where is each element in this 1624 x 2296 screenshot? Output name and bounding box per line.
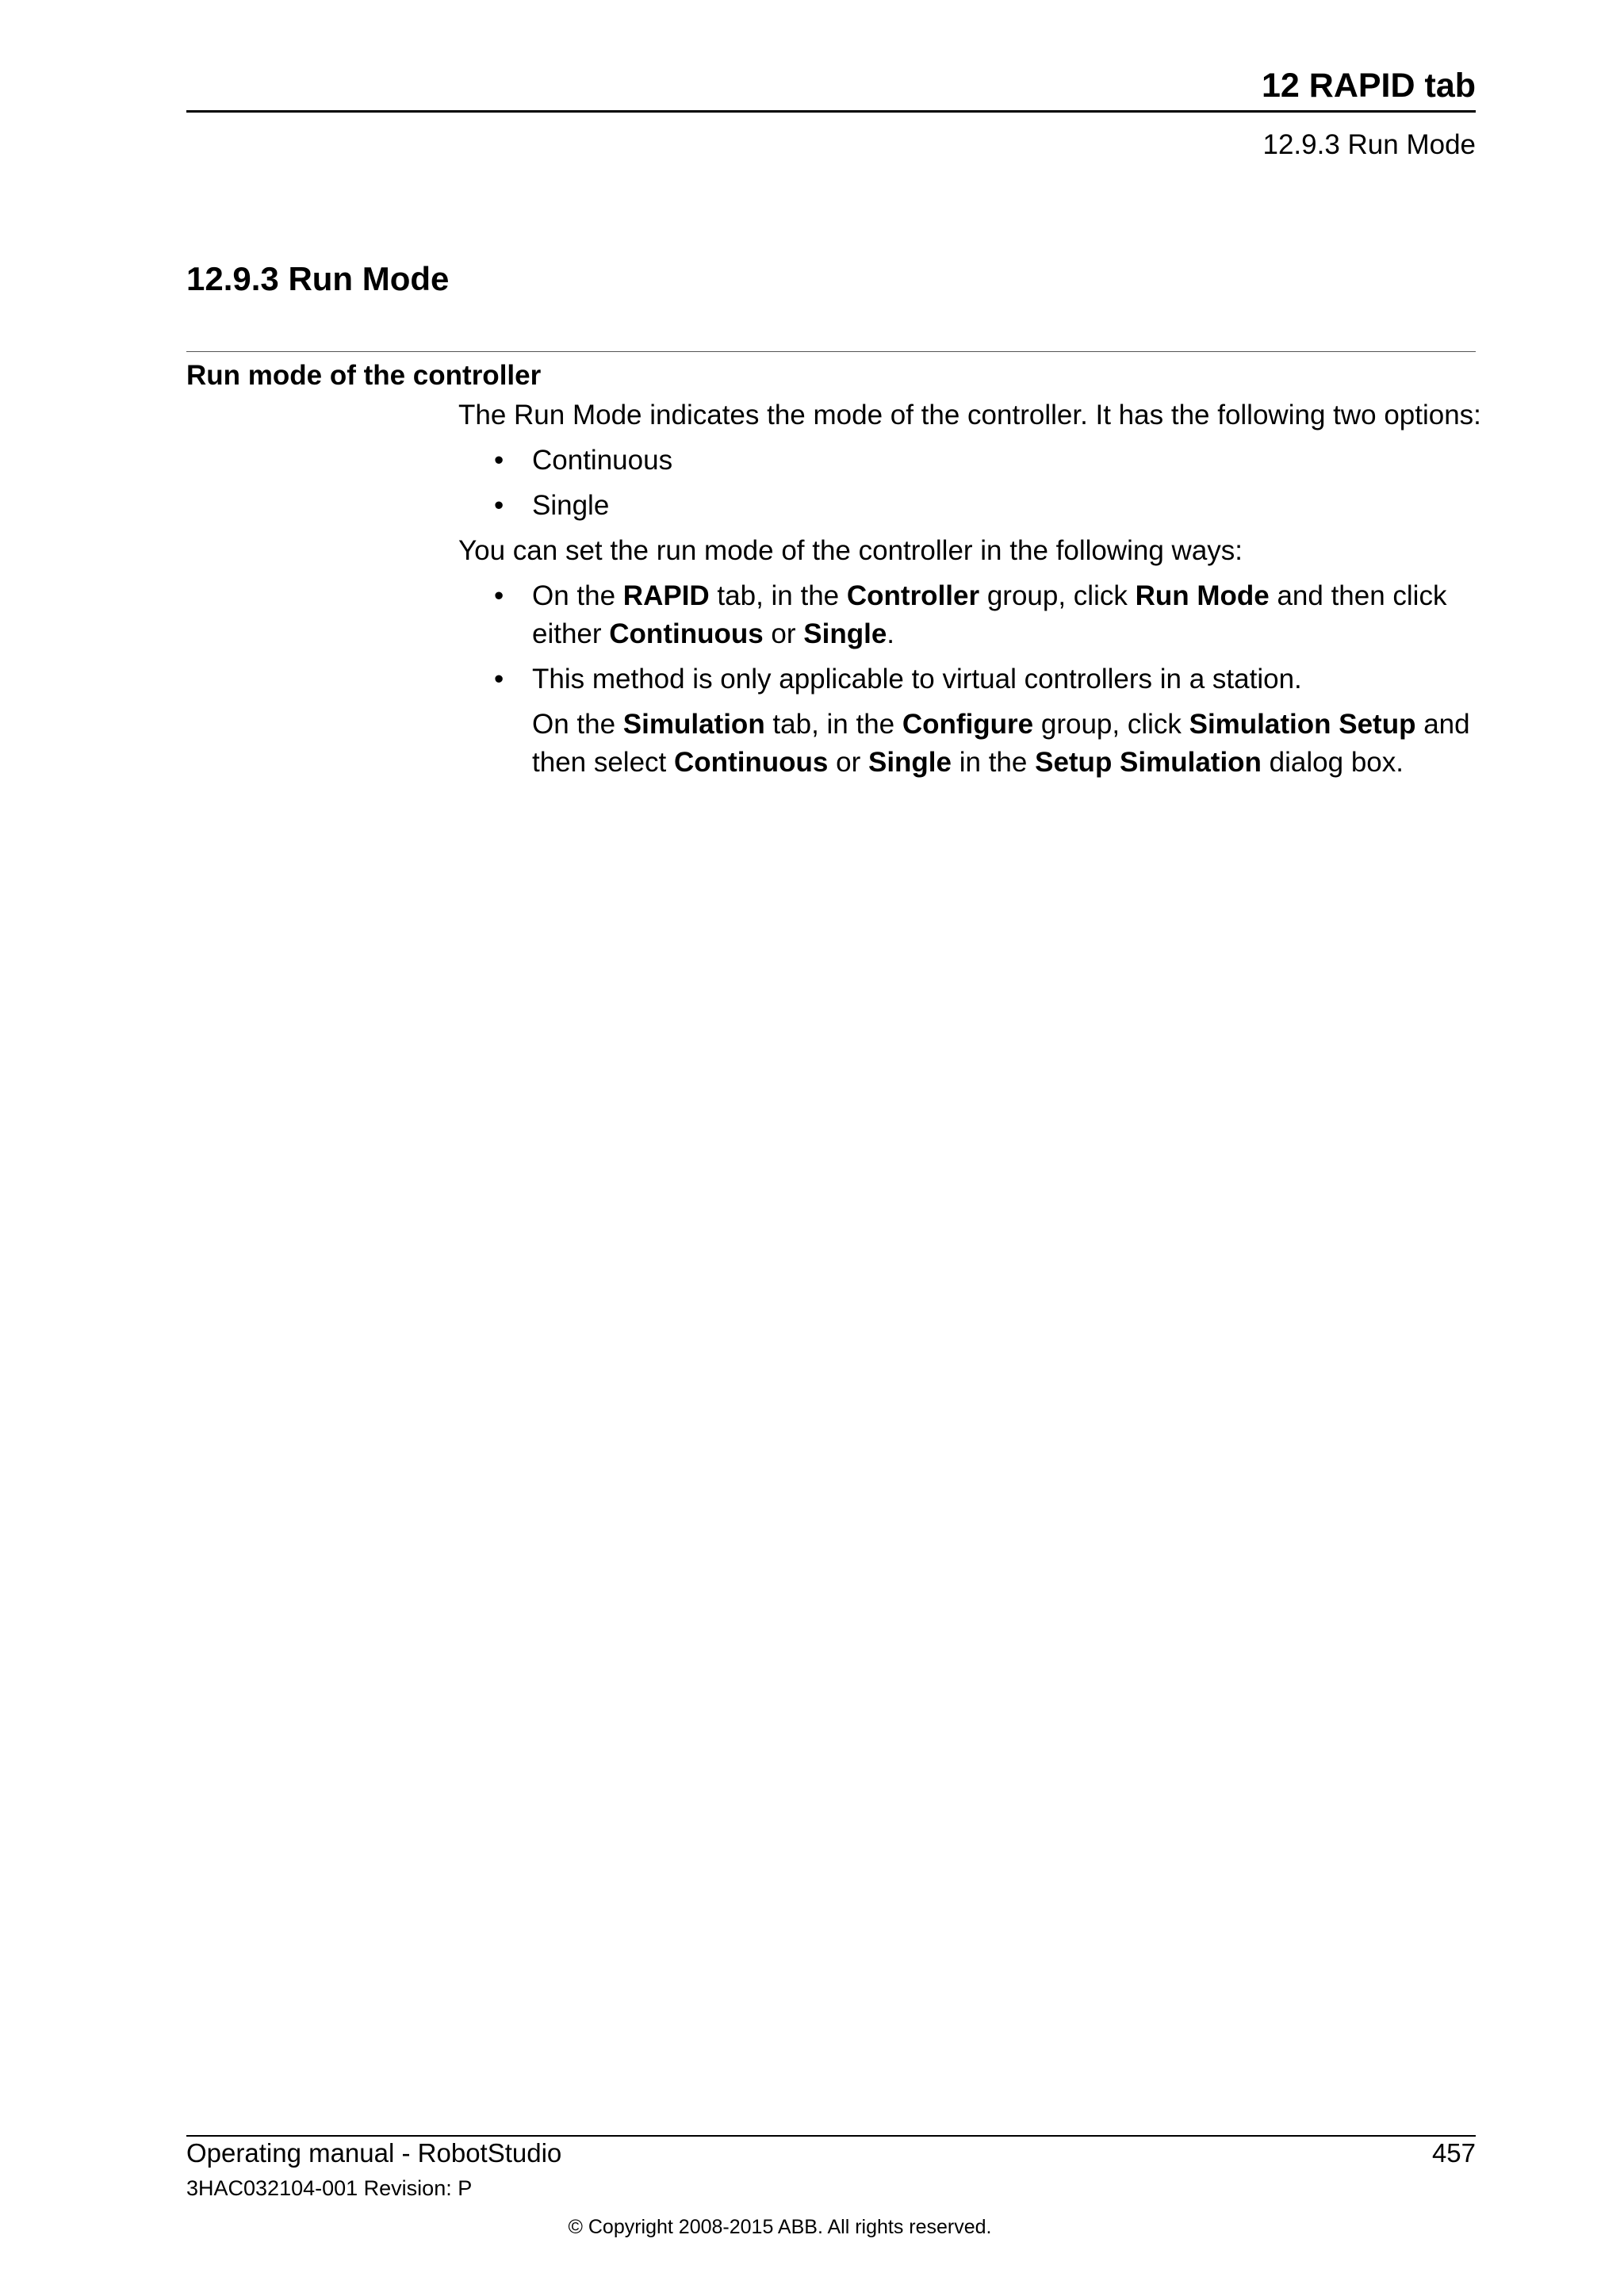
chapter-header: 12 RAPID tab — [1261, 67, 1476, 105]
copyright-notice: © Copyright 2008-2015 ABB. All rights reserved. — [568, 2216, 992, 2238]
bullet-icon: • — [494, 445, 504, 476]
option-single: Single — [532, 490, 610, 521]
document-id: 3HAC032104-001 Revision: P — [186, 2176, 473, 2200]
footer-manual-title: Operating manual - RobotStudio — [186, 2138, 562, 2168]
footer-divider — [186, 2135, 1476, 2137]
list-item-simulation-tab — [458, 660, 1481, 782]
section-title: 12.9.3 Run Mode — [186, 260, 450, 297]
way2-instructions: On the Simulation tab, in the Configure group, click Simulation Setup and then select Continuous or Single in the Setup Simulation dialog box. — [532, 709, 1470, 778]
header-divider — [186, 110, 1476, 113]
ways-list — [458, 577, 1481, 782]
section-divider — [186, 351, 1476, 352]
bullet-icon: • — [494, 490, 504, 521]
intro-paragraph: The Run Mode indicates the mode of the controller. It has the following two options: — [458, 400, 1481, 430]
list-item-rapid-tab — [458, 577, 1481, 653]
list-item — [458, 442, 1481, 480]
bullet-icon: • — [494, 664, 504, 695]
page-number: 457 — [1431, 2138, 1476, 2168]
way1-text: On the RAPID tab, in the Controller group, click Run Mode and then click either Continuous or Single. — [532, 580, 1447, 649]
options-list — [458, 442, 1481, 525]
option-continuous: Continuous — [532, 445, 673, 476]
bullet-icon: • — [494, 580, 504, 611]
way2-line: This method is only applicable to virtual controllers in a station. — [532, 664, 1302, 695]
body-content — [458, 396, 1481, 789]
subsection-heading: Run mode of the controller — [186, 360, 542, 391]
list-item — [458, 487, 1481, 525]
ways-paragraph: You can set the run mode of the controller in the following ways: — [458, 535, 1243, 566]
section-header: 12.9.3 Run Mode — [1262, 129, 1476, 160]
